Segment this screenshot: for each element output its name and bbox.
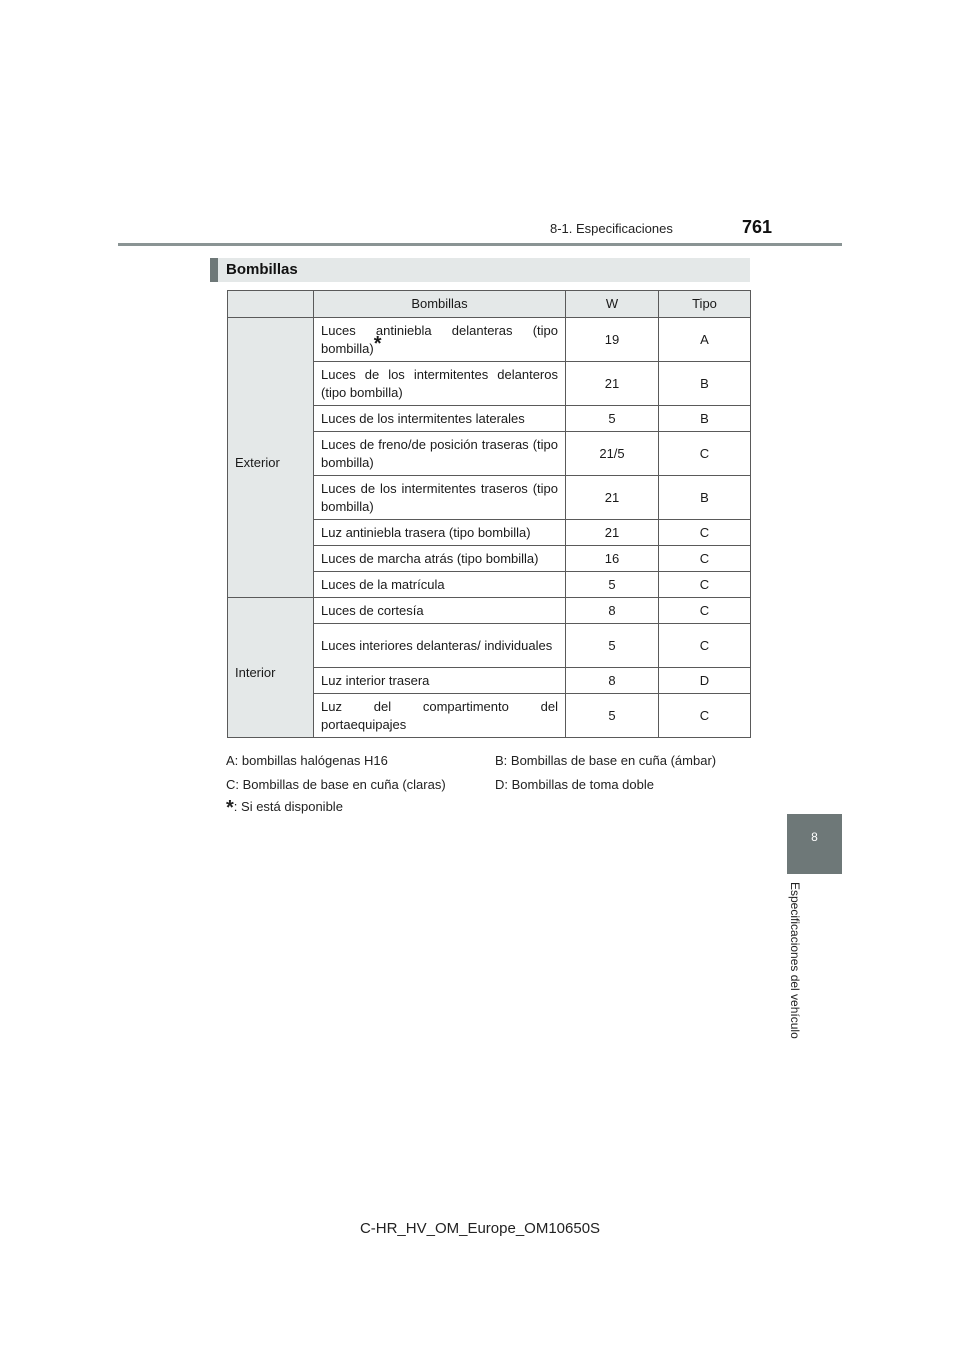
- watts-cell: 5: [566, 406, 659, 432]
- group-cell-exterior: Exterior: [228, 318, 314, 598]
- type-cell: B: [659, 362, 751, 406]
- footer-document-code: C-HR_HV_OM_Europe_OM10650S: [359, 1220, 601, 1237]
- type-cell: D: [659, 668, 751, 694]
- legend-c: C: Bombillas de base en cuña (claras): [226, 777, 446, 792]
- footnote-text: : Si está disponible: [233, 799, 343, 814]
- bulb-name-cell: Luces de marcha atrás (tipo bombilla): [314, 546, 566, 572]
- bulb-name-cell: [314, 318, 566, 362]
- table-row: [228, 598, 751, 624]
- watts-cell: 16: [566, 546, 659, 572]
- type-cell: C: [659, 546, 751, 572]
- header-cell-bulbs: Bombillas: [314, 291, 566, 318]
- type-cell: B: [659, 476, 751, 520]
- watts-cell: 8: [566, 598, 659, 624]
- table-header-row: [228, 291, 751, 318]
- section-heading: Bombillas: [210, 258, 750, 282]
- bulb-name-cell: Luces de cortesía: [314, 598, 566, 624]
- chapter-number: 8: [811, 830, 818, 844]
- type-cell: C: [659, 694, 751, 738]
- watts-cell: 19: [566, 318, 659, 362]
- section-label: 8-1. Especificaciones: [550, 221, 673, 236]
- bulb-name-cell: Luces de la matrícula: [314, 572, 566, 598]
- watts-cell: 21: [566, 476, 659, 520]
- watts-cell: 8: [566, 668, 659, 694]
- bulb-name-cell: Luces de freno/de posición traseras (tipo bombilla): [314, 432, 566, 476]
- bulb-name-cell: Luces de los intermitentes laterales: [314, 406, 566, 432]
- footnote-marker: *: [373, 332, 382, 355]
- type-cell: C: [659, 432, 751, 476]
- header-cell-watts: W: [566, 291, 659, 318]
- bulb-name: Luces antiniebla delanteras (tipo bombilla): [321, 322, 558, 356]
- chapter-title: Especificaciones del vehículo: [788, 882, 802, 1039]
- bulb-name-cell: Luz interior trasera: [314, 668, 566, 694]
- type-cell: C: [659, 572, 751, 598]
- bulb-name-cell: Luz del compartimento del portaequipajes: [314, 694, 566, 738]
- legend-a: A: bombillas halógenas H16: [226, 753, 388, 768]
- watts-cell: 21/5: [566, 432, 659, 476]
- watts-cell: 21: [566, 520, 659, 546]
- bulb-name-cell: Luces de los intermitentes delanteros (tipo bombilla): [314, 362, 566, 406]
- header-cell-empty: [228, 291, 314, 318]
- legend-b: B: Bombillas de base en cuña (ámbar): [495, 753, 717, 768]
- watts-cell: 5: [566, 624, 659, 668]
- type-cell: C: [659, 598, 751, 624]
- chapter-tab: [787, 814, 842, 874]
- header-divider: [118, 243, 842, 246]
- watts-cell: 21: [566, 362, 659, 406]
- header-cell-type: Tipo: [659, 291, 751, 318]
- legend-d: D: Bombillas de toma doble: [495, 777, 654, 792]
- table-row: [228, 318, 751, 362]
- type-cell: A: [659, 318, 751, 362]
- type-cell: C: [659, 520, 751, 546]
- footnote: [226, 797, 343, 820]
- group-cell-interior: Interior: [228, 598, 314, 738]
- watts-cell: 5: [566, 694, 659, 738]
- type-cell: C: [659, 624, 751, 668]
- bulb-name-cell: Luces interiores delanteras/ individuales: [314, 624, 566, 668]
- bulb-name-cell: Luz antiniebla trasera (tipo bombilla): [314, 520, 566, 546]
- type-cell: B: [659, 406, 751, 432]
- footnote-asterisk: *: [226, 797, 234, 819]
- bulb-name-cell: Luces de los intermitentes traseros (tipo bombilla): [314, 476, 566, 520]
- watts-cell: 5: [566, 572, 659, 598]
- bulb-specs-table: [227, 290, 751, 738]
- page-number: 761: [742, 217, 773, 237]
